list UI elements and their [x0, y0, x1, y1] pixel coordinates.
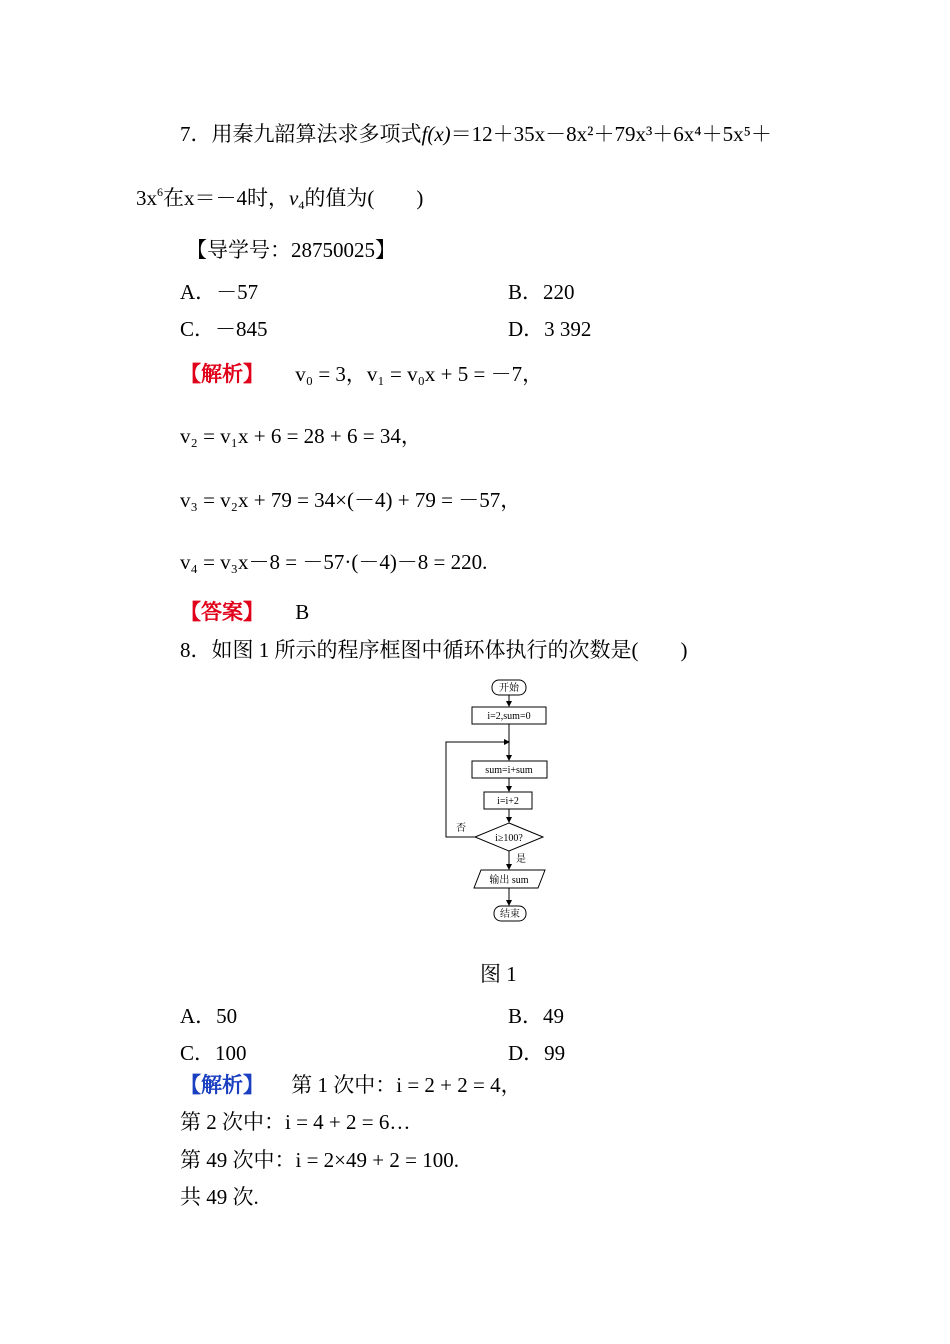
q8-stem — [180, 638, 688, 663]
q7-intro: 用秦九韶算法求多项式 — [211, 122, 422, 146]
q7-analysis-line1 — [180, 362, 543, 387]
q8-number: 8． — [180, 638, 212, 662]
flow-output-label: 输出 sum — [489, 875, 529, 886]
q7-step-4: v₄ = v₃x－8 = －57·(－4)－8 = 220. — [180, 550, 488, 574]
flow-yes-label: 是 — [516, 854, 526, 865]
q8-stem-text: 如图 1 所示的程序框图中循环体执行的次数是( ) — [211, 638, 688, 662]
q7-step-3: v₃ = v₂x + 79 = 34×(－4) + 79 = －57， — [180, 488, 522, 512]
flow-body-label: sum=i+sum — [485, 765, 533, 776]
figure-caption: 图 1 — [480, 962, 517, 986]
q7-condition: x＝－4时， — [184, 186, 289, 210]
q7-v4-sub: 4 — [298, 198, 305, 212]
q7-stem-line1 — [180, 122, 772, 147]
q7-term-exp: 6 — [157, 185, 163, 199]
q7-stem-line2 — [136, 186, 423, 211]
flow-start-label: 开始 — [499, 683, 519, 694]
q7-option-d: D．3 392 — [508, 317, 592, 341]
q7-answer-tag: 【答案】 — [180, 600, 264, 624]
q7-answer-line — [180, 600, 309, 625]
q8-option-d: D．99 — [508, 1041, 566, 1065]
q8-analysis-tag: 【解析】 — [180, 1073, 264, 1097]
q8-option-a: A．50 — [180, 1004, 238, 1028]
q7-analysis-tag: 【解析】 — [180, 362, 264, 386]
q7-v4: v — [289, 186, 299, 210]
q7-tail: 的值为( ) — [304, 186, 424, 210]
flowchart — [430, 676, 560, 928]
q7-option-b: B．220 — [508, 280, 575, 304]
q7-poly: ＝12＋35x－8x²＋79x³＋6x⁴＋5x⁵＋ — [450, 122, 772, 146]
q7-option-a: A．－57 — [180, 280, 259, 304]
flow-init-label: i=2,sum=0 — [487, 711, 531, 722]
q7-step-1: v₀ = 3，v₁ = v₀x + 5 = －7， — [295, 362, 544, 386]
q8-analysis-line2: 第 2 次中：i = 4 + 2 = 6… — [180, 1110, 411, 1134]
q7-number: 7． — [180, 122, 212, 146]
q8-option-b: B．49 — [508, 1004, 565, 1028]
q8-analysis-first: 第 1 次中：i = 2 + 2 = 4， — [291, 1073, 522, 1097]
flow-cond-label: i≥100? — [495, 833, 523, 844]
flow-inc-label: i=i+2 — [497, 796, 519, 807]
q7-term: 3x — [136, 186, 157, 210]
q7-fx: f(x) — [421, 122, 451, 146]
q8-option-c: C．100 — [180, 1041, 247, 1065]
q7-answer: B — [295, 600, 310, 624]
flow-end-label: 结束 — [500, 909, 520, 920]
q8-analysis-line3: 第 49 次中：i = 2×49 + 2 = 100. — [180, 1148, 459, 1172]
q7-option-c: C．－845 — [180, 317, 268, 341]
q8-analysis-line1 — [180, 1073, 522, 1098]
q7-guide-number: 【导学号：28750025】 — [186, 238, 396, 262]
flow-no-label: 否 — [456, 823, 466, 834]
q8-analysis-line4: 共 49 次. — [180, 1185, 259, 1209]
q7-step-2: v₂ = v₁x + 6 = 28 + 6 = 34， — [180, 424, 422, 448]
q7-at: 在 — [163, 186, 184, 210]
